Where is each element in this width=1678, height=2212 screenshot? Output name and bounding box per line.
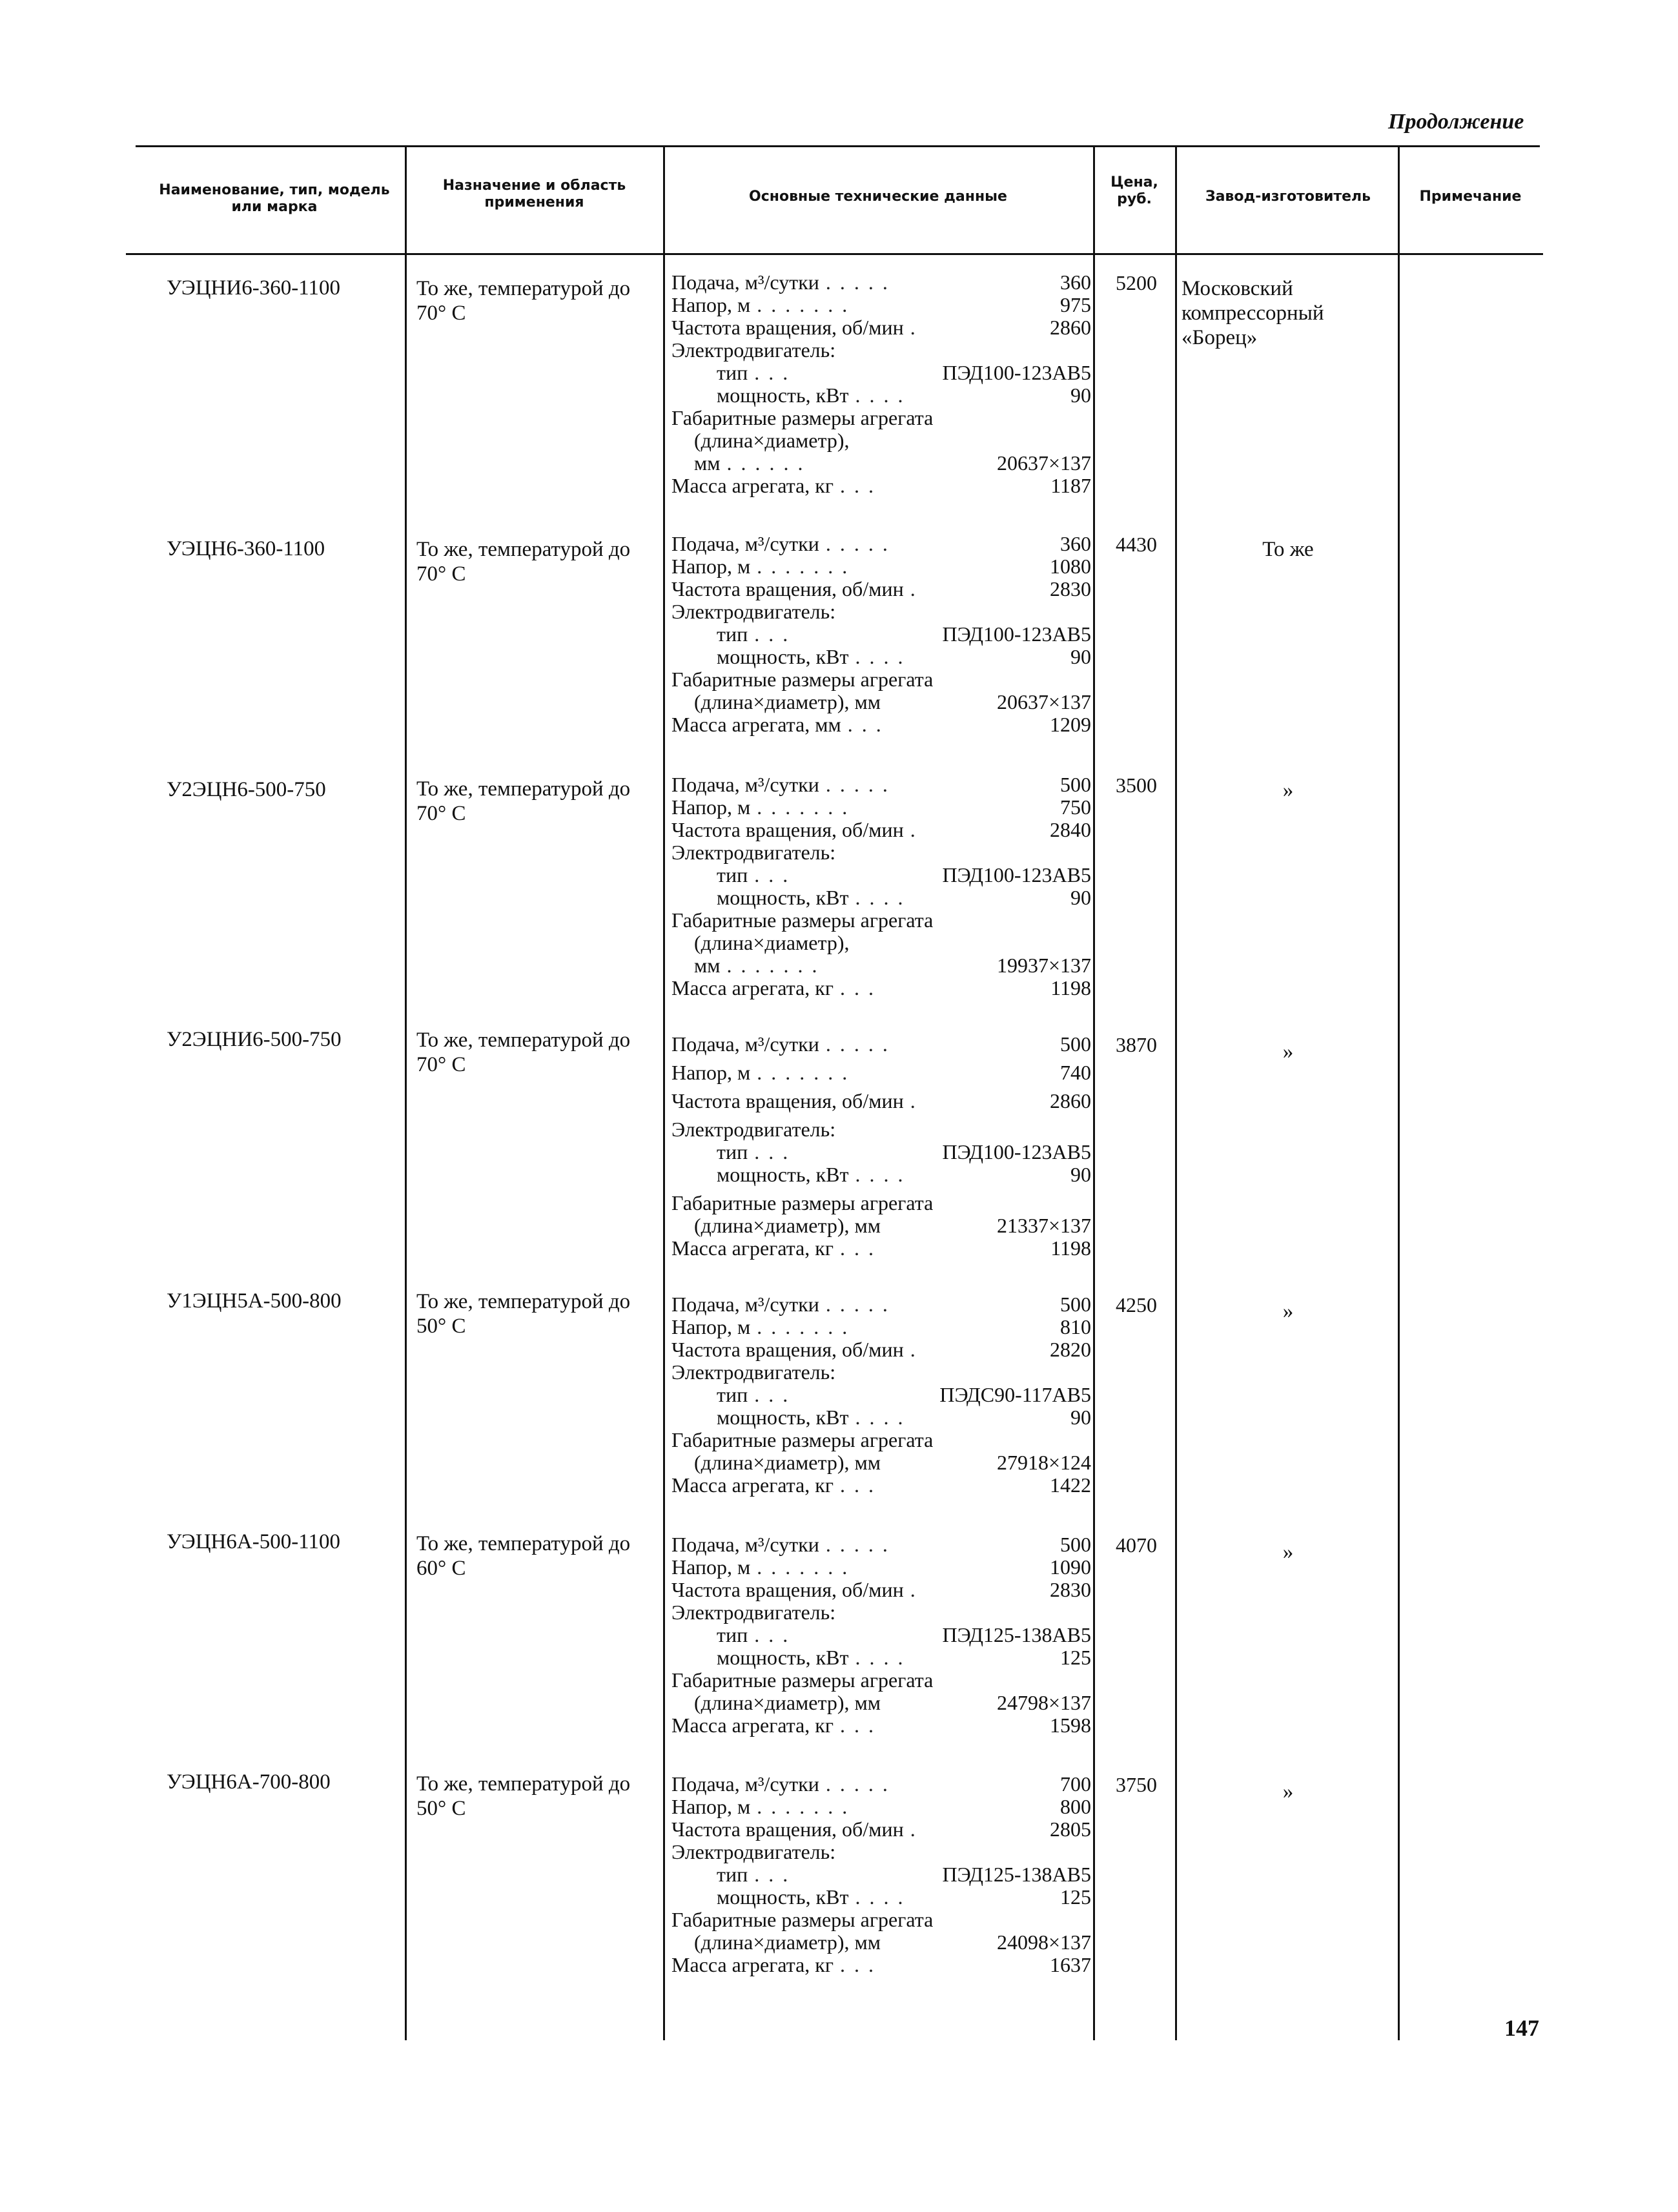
spec-line: мм ...... 20637×137 [694, 451, 1091, 475]
row-3-purpose: То же, температурой до 70° С [416, 777, 631, 825]
page-number: 147 [1504, 2015, 1539, 2041]
row-7-specs [671, 1773, 1091, 1976]
spec-line: мощность, кВт .... 90 [717, 645, 1091, 668]
spec-line: мощность, кВт .... 90 [717, 886, 1091, 909]
col-divider-3 [1093, 145, 1095, 2040]
spec-line: тип ... ПЭД100-123АВ5 [717, 622, 1091, 646]
row-5-name: У1ЭЦН5А-500-800 [167, 1289, 342, 1313]
row-3-name: У2ЭЦН6-500-750 [167, 778, 326, 801]
spec-line: тип ... ПЭД125-138АВ5 [717, 1863, 1091, 1886]
spec-line: (длина×диаметр), [694, 931, 850, 954]
spec-line: Габаритные размеры агрегата [671, 668, 934, 691]
row-7-maker: » [1282, 1780, 1294, 1803]
spec-line: Габаритные размеры агрегата [671, 1191, 934, 1214]
spec-line: Электродвигатель: [671, 841, 836, 864]
spec-line: Масса агрегата, кг ... 1637 [671, 1953, 1091, 1976]
spec-line: тип ... ПЭД100-123АВ5 [717, 863, 1091, 886]
spec-line: Габаритные размеры агрегата [671, 908, 934, 932]
spec-line: Напор, м ....... 1080 [671, 555, 1091, 578]
spec-line: Масса агрегата, мм ... 1209 [671, 713, 1091, 736]
header-bottom-rule [126, 253, 1543, 255]
row-6-name: УЭЦН6А-500-1100 [167, 1530, 340, 1553]
spec-line: тип ... ПЭД125-138АВ5 [717, 1623, 1091, 1646]
spec-line: тип ... ПЭД100-123АВ5 [717, 361, 1091, 384]
spec-line: Напор, м ....... 800 [671, 1795, 1091, 1818]
spec-line: Габаритные размеры агрегата [671, 1668, 934, 1692]
spec-line: мм ....... 19937×137 [694, 954, 1091, 977]
spec-line: Частота вращения, об/мин . 2830 [671, 1578, 1091, 1601]
continuation-label: Продолжение [1388, 110, 1524, 134]
header-note: Примечание [1419, 189, 1522, 205]
spec-line: Частота вращения, об/мин . 2805 [671, 1818, 1091, 1841]
header-price: Цена, руб. [1110, 174, 1158, 207]
spec-line: Масса агрегата, кг ... 1198 [671, 1236, 1091, 1260]
spec-line: тип ... ПЭД100-123АВ5 [717, 1140, 1091, 1163]
row-1-price: 5200 [1116, 271, 1157, 294]
spec-line: Частота вращения, об/мин . 2820 [671, 1338, 1091, 1361]
spec-line: (длина×диаметр), [694, 429, 850, 452]
spec-line: Напор, м ....... 1090 [671, 1555, 1091, 1579]
spec-line: Масса агрегата, кг ... 1598 [671, 1714, 1091, 1737]
top-rule [136, 145, 1540, 147]
row-3-price: 3500 [1116, 773, 1157, 797]
spec-line: Напор, м ....... 810 [671, 1315, 1091, 1338]
row-3-specs [671, 773, 1091, 999]
row-6-purpose: То же, температурой до 60° С [416, 1532, 631, 1580]
row-2-specs [671, 533, 1091, 736]
row-6-price: 4070 [1116, 1533, 1157, 1557]
spec-line: мощность, кВт .... 90 [717, 1406, 1091, 1429]
row-6-specs [671, 1533, 1091, 1737]
col-divider-5 [1398, 145, 1400, 2040]
spec-line: Электродвигатель: [671, 1840, 836, 1863]
spec-line: Электродвигатель: [671, 1601, 836, 1624]
row-4-purpose: То же, температурой до 70° С [416, 1029, 631, 1076]
row-6-maker: » [1282, 1541, 1294, 1564]
row-5-maker: » [1282, 1300, 1294, 1323]
spec-line: мощность, кВт .... 90 [717, 384, 1091, 407]
spec-line: Электродвигатель: [671, 600, 836, 623]
row-4-specs [671, 1033, 1091, 1260]
spec-line: Габаритные размеры агрегата [671, 406, 934, 429]
spec-line: Габаритные размеры агрегата [671, 1428, 934, 1451]
row-2-price: 4430 [1116, 533, 1157, 556]
spec-line: Частота вращения, об/мин . 2860 [671, 316, 1091, 339]
row-2-maker: То же [1262, 538, 1314, 561]
row-1-name: УЭЦНИ6-360-1100 [167, 276, 340, 300]
row-2-name: УЭЦН6-360-1100 [167, 537, 325, 560]
row-1-specs [671, 271, 1091, 497]
spec-line: Подача, м³/сутки ..... 360 [671, 532, 1091, 555]
row-7-price: 3750 [1116, 1773, 1157, 1796]
header-name: Наименование, тип, модель или марка [159, 182, 390, 215]
col-divider-4 [1175, 145, 1177, 2040]
row-7-name: УЭЦН6А-700-800 [167, 1770, 331, 1794]
spec-line: Напор, м ....... 750 [671, 795, 1091, 819]
spec-line: Габаритные размеры агрегата [671, 1908, 934, 1931]
row-5-price: 4250 [1116, 1293, 1157, 1316]
header-purpose: Назначение и область применения [442, 178, 626, 210]
header-specs: Основные технические данные [749, 189, 1007, 205]
spec-line: Подача, м³/сутки ..... 500 [671, 1293, 1091, 1316]
row-4-maker: » [1282, 1040, 1294, 1063]
spec-line: Электродвигатель: [671, 1118, 836, 1141]
spec-line: Частота вращения, об/мин . 2830 [671, 577, 1091, 600]
spec-line: Частота вращения, об/мин . 2860 [671, 1089, 1091, 1112]
spec-line: Масса агрегата, кг ... 1422 [671, 1473, 1091, 1497]
row-2-purpose: То же, температурой до 70° С [416, 538, 631, 586]
spec-line: Электродвигатель: [671, 1360, 836, 1384]
spec-line: (длина×диаметр), мм 27918×124 [694, 1451, 1091, 1474]
row-5-specs [671, 1293, 1091, 1497]
spec-line: Частота вращения, об/мин . 2840 [671, 818, 1091, 841]
spec-line: тип ... ПЭДС90-117АВ5 [717, 1383, 1091, 1406]
spec-line: мощность, кВт .... 125 [717, 1885, 1091, 1909]
row-4-name: У2ЭЦНИ6-500-750 [167, 1028, 342, 1051]
spec-line: Масса агрегата, кг ... 1198 [671, 976, 1091, 999]
row-1-purpose: То же, температурой до 70° С [416, 277, 631, 325]
row-5-purpose: То же, температурой до 50° С [416, 1290, 631, 1338]
spec-line: (длина×диаметр), мм 20637×137 [694, 690, 1091, 713]
spec-line: Электродвигатель: [671, 338, 836, 362]
spec-line: мощность, кВт .... 90 [717, 1163, 1091, 1186]
spec-line: (длина×диаметр), мм 24098×137 [694, 1930, 1091, 1954]
header-maker: Завод-изготовитель [1205, 189, 1371, 205]
spec-line: Подача, м³/сутки ..... 360 [671, 271, 1091, 294]
spec-line: Подача, м³/сутки ..... 500 [671, 773, 1091, 796]
row-1-maker: Московский компрессорный «Борец» [1182, 277, 1324, 349]
spec-line: мощность, кВт .... 125 [717, 1646, 1091, 1669]
spec-line: (длина×диаметр), мм 21337×137 [694, 1214, 1091, 1237]
spec-line: Напор, м ....... 740 [671, 1061, 1091, 1084]
spec-line: Подача, м³/сутки ..... 500 [671, 1533, 1091, 1556]
row-3-maker: » [1282, 779, 1294, 802]
spec-line: (длина×диаметр), мм 24798×137 [694, 1691, 1091, 1714]
col-divider-1 [405, 145, 407, 2040]
spec-line: Подача, м³/сутки ..... 500 [671, 1032, 1091, 1056]
spec-line: Масса агрегата, кг ... 1187 [671, 474, 1091, 497]
row-4-price: 3870 [1116, 1033, 1157, 1056]
row-7-purpose: То же, температурой до 50° С [416, 1772, 631, 1820]
spec-line: Подача, м³/сутки ..... 700 [671, 1772, 1091, 1796]
col-divider-2 [663, 145, 665, 2040]
spec-line: Напор, м ....... 975 [671, 293, 1091, 316]
